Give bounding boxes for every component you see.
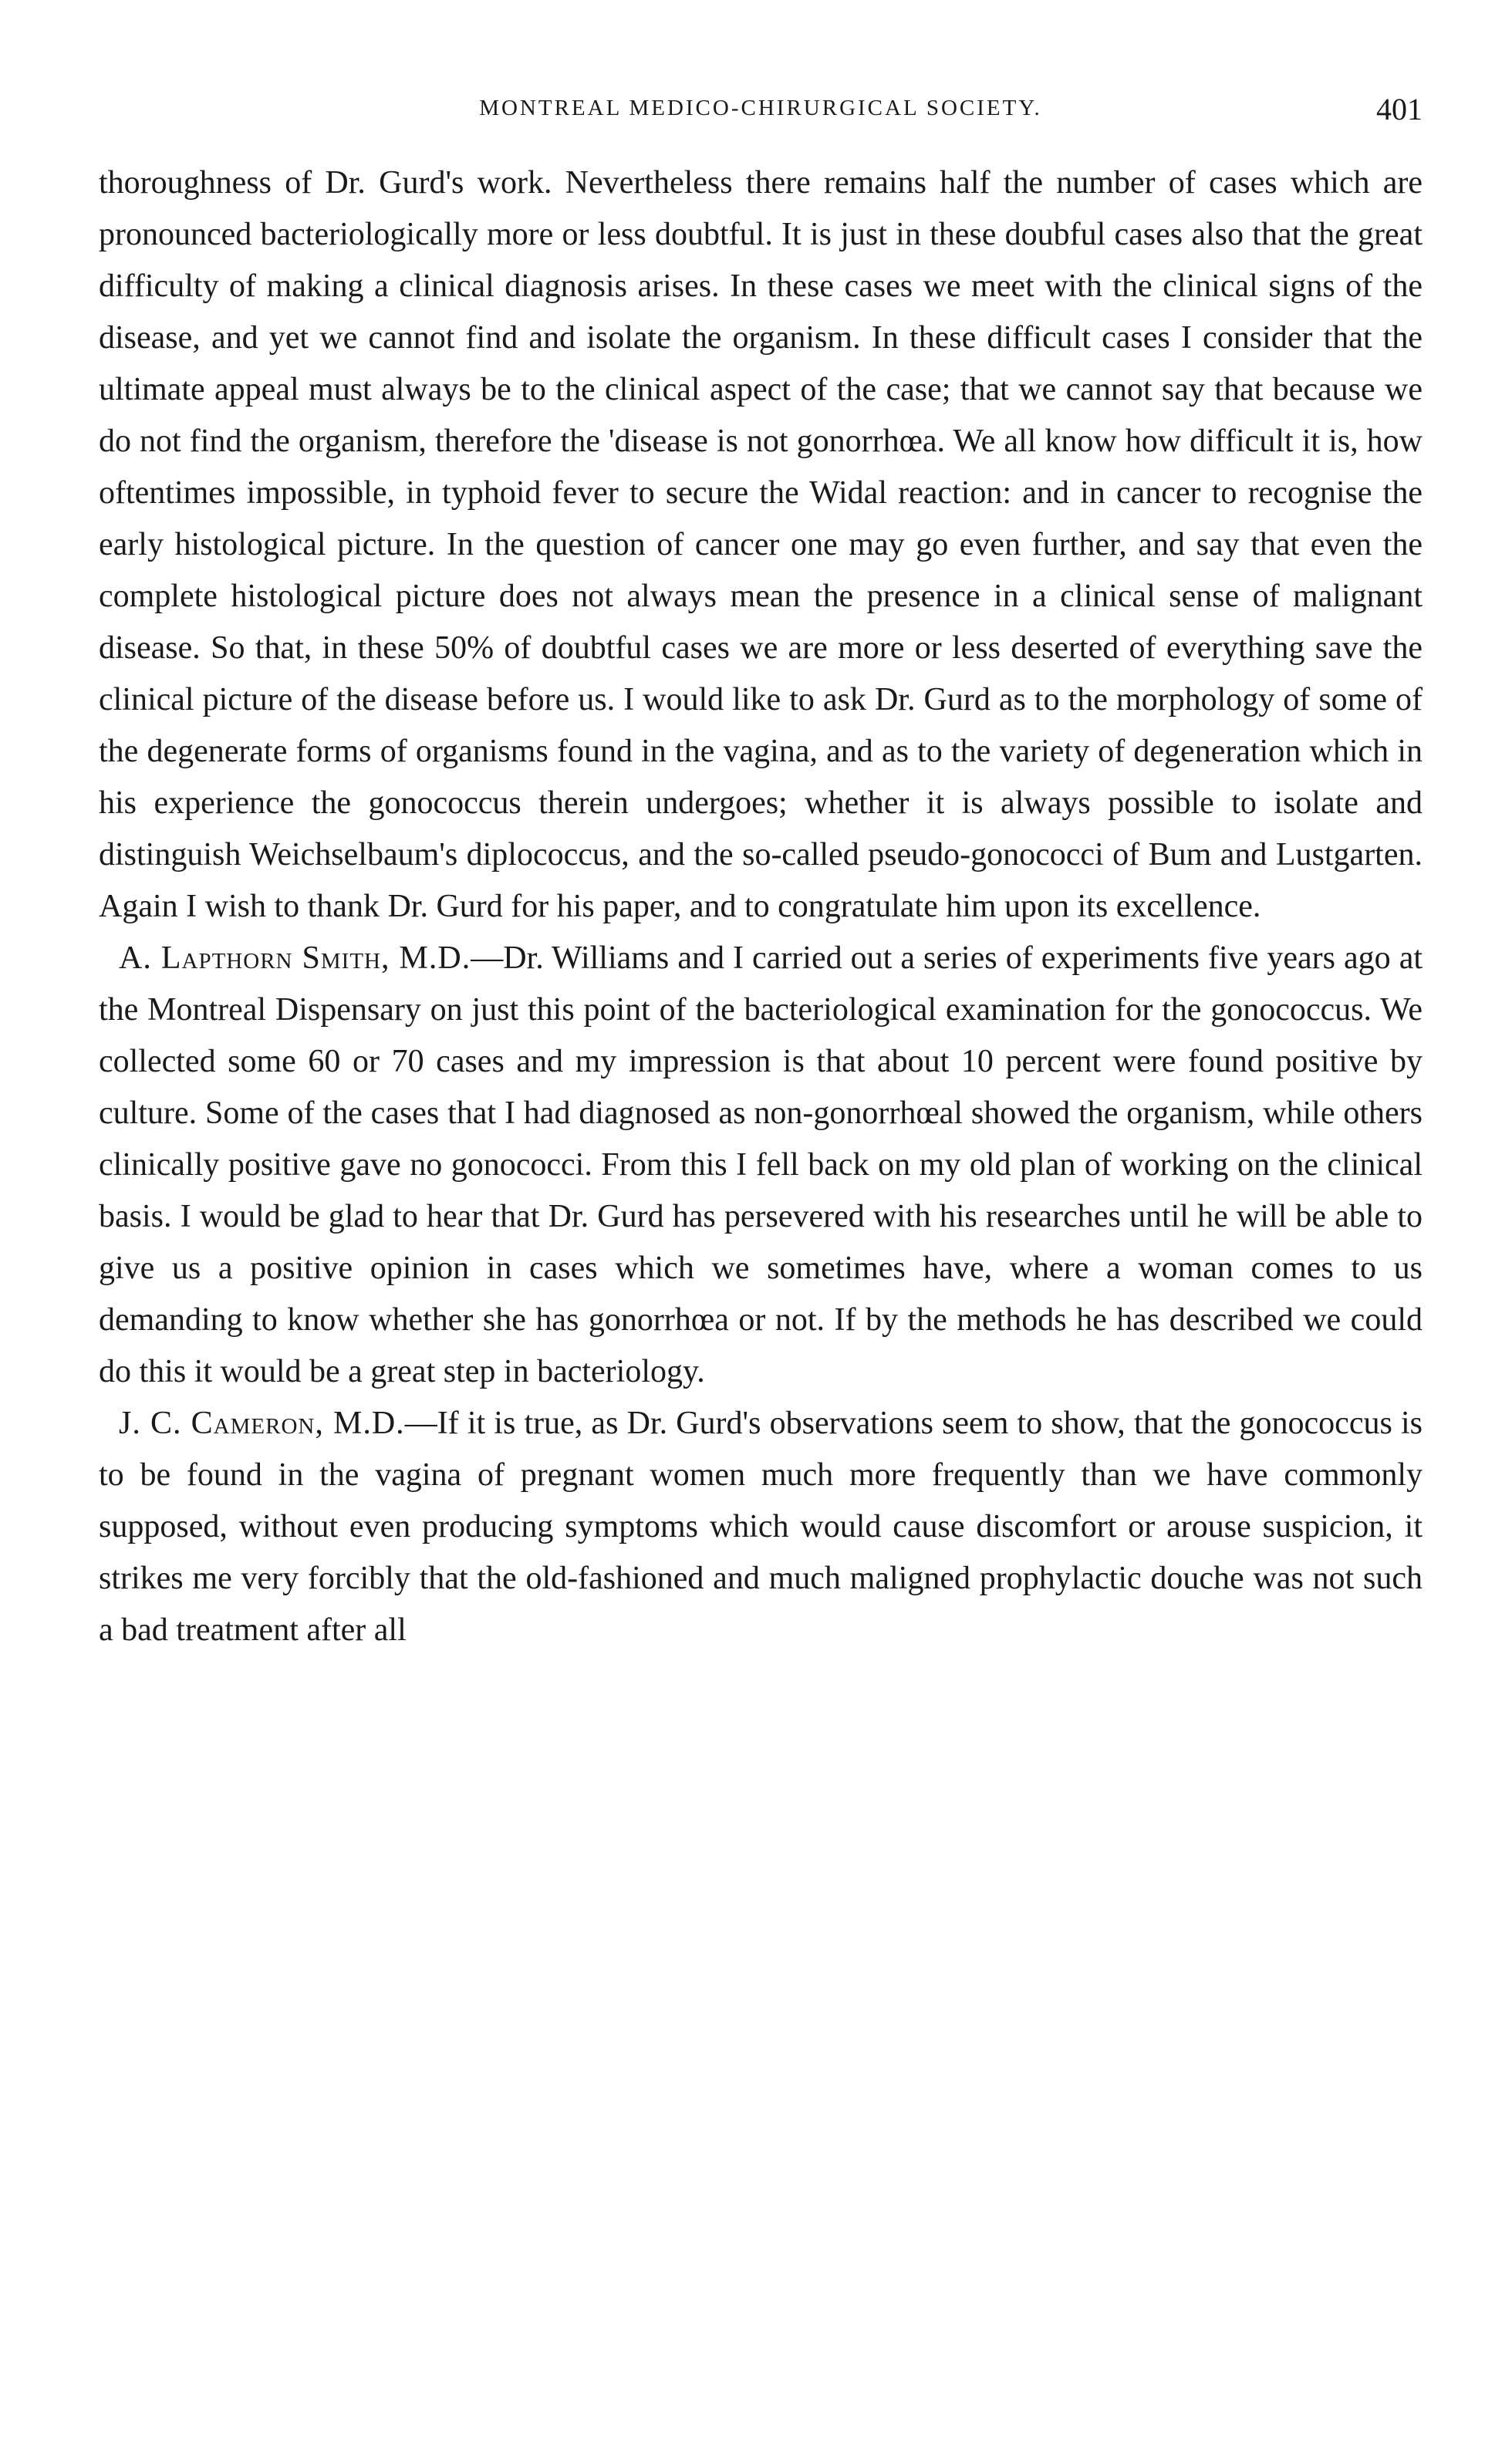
running-header xyxy=(99,91,1423,137)
paragraph-text: —If it is true, as Dr. Gurd's observations seem to show, that the gonococcus is to be found in the vagina of pregnant women much more frequently than we have commonly supposed, without even producing symptoms which would cause discomfort or arouse suspicion, it strikes me very forcibly that the old-fashioned and much maligned prophylactic douche was not such a bad treatment after all xyxy=(99,1406,1423,1648)
speaker-name: A. Lapthorn Smith, M.D. xyxy=(119,940,471,976)
paragraph-lapthorn-smith xyxy=(99,933,1423,1398)
document-page xyxy=(99,91,1423,1656)
body-text xyxy=(99,157,1423,1656)
paragraph-text: —Dr. Williams and I carried out a series of experiments five years ago at the Montreal Dispensary on just this point of the bacteriological examination for the gonococcus. We collected some 60 or 70 cases and my impression is that about 10 percent were found positive by culture. Some of the cases that I had diagnosed as non-gonorrhœal showed the organism, while others clinically positive gave no gonococci. From this I fell back on my old plan of working on the clinical basis. I would be glad to hear that Dr. Gurd has persevered with his researches until he will be able to give us a positive opinion in cases which we sometimes have, where a woman comes to us demanding to know whether she has gonorrhœa or not. If by the methods he has described we could do this it would be a great step in bacteriology. xyxy=(99,940,1423,1389)
paragraph-cameron xyxy=(99,1398,1423,1656)
speaker-name: J. C. Cameron, M.D. xyxy=(119,1406,405,1441)
paragraph-continuation xyxy=(99,157,1423,933)
running-title: MONTREAL MEDICO-CHIRURGICAL SOCIETY. xyxy=(479,96,1042,120)
page-number: 401 xyxy=(1376,92,1423,127)
paragraph-text: thoroughness of Dr. Gurd's work. Nevertheless there remains half the number of cases which are pronounced bacteriologically more or less doubtful. It is just in these doubful cases also that the great difficulty of making a clinical diagnosis arises. In these cases we meet with the clinical signs of the disease, and yet we cannot find and isolate the organism. In these difficult cases I consider that the ultimate appeal must always be to the clinical aspect of the case; that we cannot say that because we do not find the organism, therefore the 'disease is not gonorrhœa. We all know how difficult it is, how oftentimes impossible, in typhoid fever to secure the Widal reaction: and in cancer to recognise the early histological picture. In the question of cancer one may go even further, and say that even the complete histological picture does not always mean the presence in a clinical sense of malignant disease. So that, in these 50% of doubtful cases we are more or less deserted of everything save the clinical picture of the disease before us. I would like to ask Dr. Gurd as to the morphology of some of the degenerate forms of organisms found in the vagina, and as to the variety of degeneration which in his experience the gonococcus therein undergoes; whether it is always possible to isolate and distinguish Weichselbaum's diplococcus, and the so-called pseudo-gonococci of Bum and Lustgarten. Again I wish to thank Dr. Gurd for his paper, and to congratulate him upon its excellence. xyxy=(99,165,1423,924)
